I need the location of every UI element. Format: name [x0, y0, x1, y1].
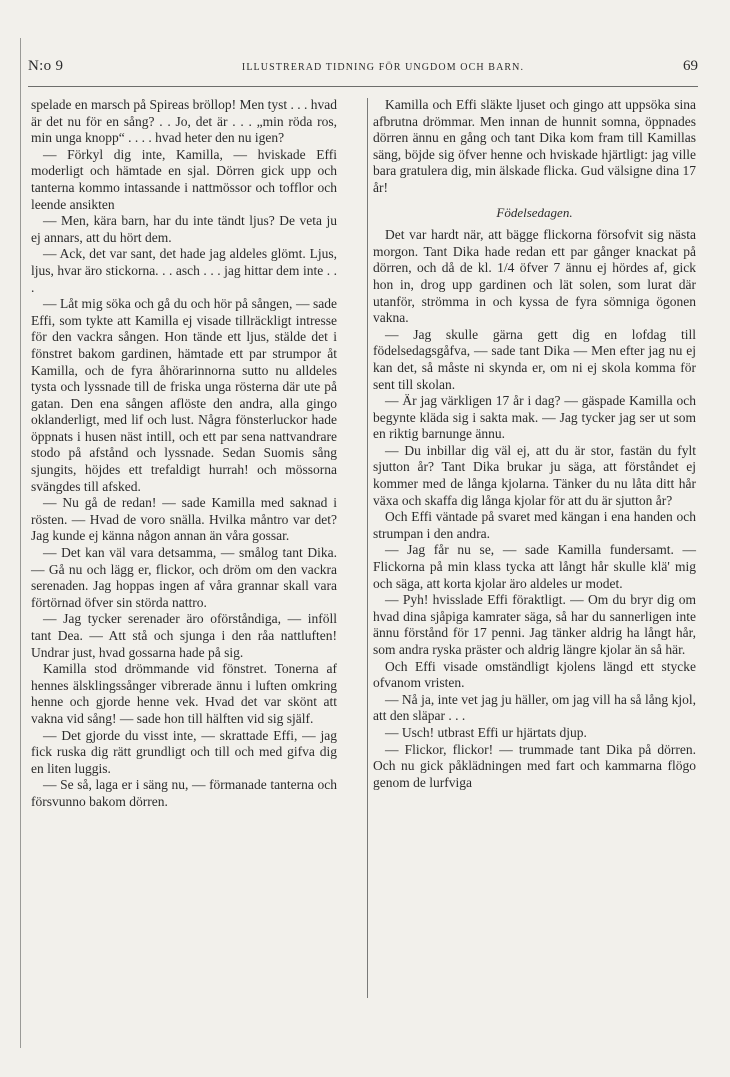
- paragraph: — Men, kära barn, har du inte tändt ljus? De veta ju ej annars, att du hört dem.: [31, 213, 337, 245]
- issue-number: N:o 9: [28, 58, 64, 74]
- paragraph: — Jag får nu se, — sade Kamilla fundersamt. — Flickorna på min klass tycka att långt hår skulle klä' mig och säga, att korta kjolar äro aldeles ur modet.: [373, 542, 696, 591]
- paragraph: — Usch! utbrast Effi ur hjärtats djup.: [385, 724, 587, 740]
- page-edge-line: [20, 38, 21, 1048]
- paragraph: — Jag tycker serenader äro oförståndiga, — inföll tant Dea. — Att stå och sjunga i den råa nattluften! Undrar just, hvad gossarna hade på sig.: [31, 611, 337, 660]
- paragraph: — Flickor, flickor! — trummade tant Dika på dörren. Och nu gick påklädningen med fart och kammarna flögo genom de lurfviga: [373, 741, 696, 790]
- journal-title: ILLUSTRERAD TIDNING FÖR UNGDOM OCH BARN.: [241, 62, 525, 73]
- page-header: [28, 58, 698, 80]
- left-column: [31, 97, 337, 811]
- paragraph: — Nu gå de redan! — sade Kamilla med saknad i rösten. — Hvad de voro snälla. Hvilka måntro var det? Jag kunde ej känna någon annan än våra gossar.: [31, 495, 337, 544]
- paragraph: — Pyh! hvisslade Effi föraktligt. — Om du bryr dig om hvad dina sjåpiga kamrater säga, så har du sannerligen inte ännu förstånd för 17 penni. Jag tänker aldrig ha långt hår, som andra ryska präster och aldrig längre kjolar än så här.: [373, 592, 696, 657]
- column-divider: [367, 98, 368, 998]
- paragraph: — Ack, det var sant, det hade jag aldeles glömt. Ljus, ljus, hvar äro stickorna. . . asch . . . jag hittar dem inte . . .: [31, 246, 337, 295]
- right-column: [373, 97, 696, 791]
- paragraph: spelade en marsch på Spireas bröllop! Men tyst . . . hvad är det nu för en sång? . . Jo, det är . . . „min röda ros, min unga knopp“ . . . . hvad heter den nu igen?: [31, 97, 337, 146]
- page-number: 69: [683, 58, 698, 74]
- paragraph: — Du inbillar dig väl ej, att du är stor, fastän du fylt sjutton år? Tant Dika brukar ju säga, att förståndet ej kommer med de långa kjolarna. Tänker du nu låta ditt hår växa och skaffa dig långa kjolar för att du är sjutton år?: [373, 442, 696, 508]
- paragraph: — Är jag värkligen 17 år i dag? — gäspade Kamilla och begynte kläda sig i sakta mak. — Jag tycker jag ser ut som en riktig barnunge ännu.: [373, 393, 696, 442]
- paragraph: Kamilla stod drömmande vid fönstret. Tonerna af hennes älsklingssånger vibrerade ännu i luften omkring henne och gjorde henne vek. Hvad det var skönt att vakna vid sång! — sade hon till hälften vid sig själf.: [31, 661, 337, 726]
- paragraph: Och Effi väntade på svaret med kängan i ena handen och strumpan i den andra.: [373, 509, 696, 541]
- paragraph: — Det gjorde du visst inte, — skrattade Effi, — jag fick ruska dig rätt grundligt och till och med gifva dig en liten luggis.: [31, 727, 337, 776]
- paragraph: — Nå ja, inte vet jag ju häller, om jag vill ha så lång kjol, att den släpar . . .: [373, 691, 696, 724]
- header-rule: [28, 86, 698, 87]
- paragraph: — Det kan väl vara detsamma, — smålog tant Dika. — Gå nu och lägg er, flickor, och dröm om den vackra serenaden. Jag hoppas ingen af våra grannar skall vara förtörnad öfver sin störda nattro.: [31, 545, 337, 610]
- section-heading: Födelsedagen.: [496, 204, 573, 220]
- paragraph: — Jag skulle gärna gett dig en lofdag till födelsedagsgåfva, — sade tant Dika — Men efter jag nu ej kan det, så måste ni skynda er, om ni ej skola komma för sent till skolan.: [373, 326, 696, 392]
- paragraph: Det var hardt när, att bägge flickorna försofvit sig nästa morgon. Tant Dika hade redan ett par gånger knackat på dörren, och då de kl. 1/4 öfver 7 ännu ej hördes af, gick hon in, drog upp gardinen och lät solen, som lurat där utanför, strömma in och kyssa de fyra sömniga ögonen vakna.: [373, 227, 696, 326]
- paragraph: Kamilla och Effi släkte ljuset och gingo att uppsöka sina afbrutna drömmar. Men innan de hunnit somna, öppnades dörren ännu en gång och tant Dika kom fram till Kamillas säng, böjde sig öfver henne och hviskade hjärtligt: jag ville bara gratulera dig, min älskade flicka. Gud välsigne dina 17 år!: [373, 97, 696, 195]
- paragraph: — Förkyl dig inte, Kamilla, — hviskade Effi moderligt och hämtade en sjal. Dörren gick upp och tanterna kommo intassande i nattmössor och tofflor och leende ansikten: [31, 146, 337, 212]
- paragraph: — Låt mig söka och gå du och hör på sången, — sade Effi, som tykte att Kamilla ej visade tillräckligt intresse för den vackra sången. Hon tände ett ljus, stälde det i fönstret bakom gardinen, hämtade ett par strumpor åt Kamilla, och de fyra åhörarinnorna sutto nu alldeles tysta och lyssnade till de friska unga rösterna där ute på gatan. Den ena sången aflöste den andra, alla gingo oklanderligt, med lif och lust. Några fönsterluckor hade öppnats i husen näst intill, och ett par sena nattvandrare stodo på afstånd och lyssnade. Sedan Suomis sång sjungits, höjdes ett trefaldigt hurrah! och mössorna svängdes till afsked.: [31, 296, 337, 494]
- paragraph: Och Effi visade omständligt kjolens längd ett stycke ofvanom vristen.: [373, 658, 696, 691]
- paragraph: — Se så, laga er i säng nu, — förmanade tanterna och försvunno bakom dörren.: [31, 777, 337, 809]
